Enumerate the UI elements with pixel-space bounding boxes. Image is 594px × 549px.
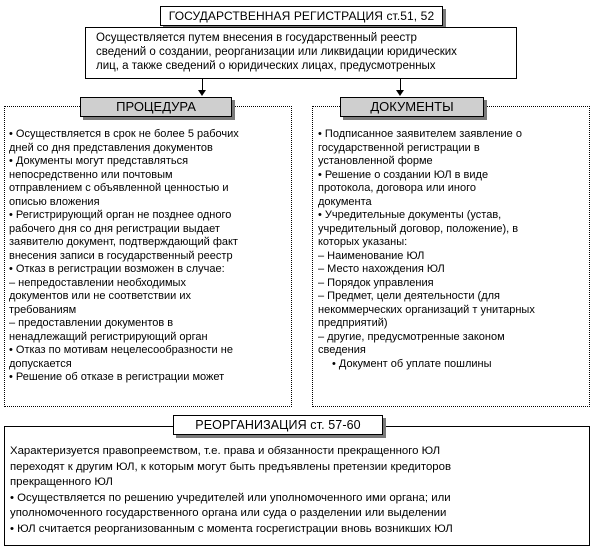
procedure-line: • Осуществляется в срок не более 5 рабочих xyxy=(9,128,239,140)
procedure-line: требованиям xyxy=(9,303,77,316)
documents-line: установленной форме xyxy=(318,155,433,167)
procedure-line: • Документы могут представляться xyxy=(9,155,189,167)
procedure-line: дней со дня представления документов xyxy=(9,141,213,154)
reorganization-title xyxy=(173,415,383,435)
procedure-line: описью вложения xyxy=(9,195,100,208)
procedure-title-text: ПРОЦЕДУРА xyxy=(116,99,196,114)
procedure-title xyxy=(80,97,232,117)
reorganization-line: • Осуществляется по решению учредителей или уполномоченного ими органа; или xyxy=(10,491,451,504)
documents-line: – Наименование ЮЛ xyxy=(318,249,425,262)
procedure-line: документов или не соответствии их xyxy=(9,290,191,302)
description-line: лиц, а также сведений о юридических лицах, предусмотренных xyxy=(96,60,436,72)
documents-title xyxy=(340,97,484,117)
procedure-line: рабочего дня со дня регистрации выдает xyxy=(9,222,220,235)
procedure-line: отправлением с объявленной ценностью и xyxy=(9,182,229,194)
documents-line: • Документ об уплате пошлины xyxy=(332,357,492,370)
documents-line: – Место нахождения ЮЛ xyxy=(318,263,445,275)
reorganization-line: Характеризуется правопреемством, т.е. права и обязанности прекращенного ЮЛ xyxy=(10,445,441,457)
procedure-line: допускается xyxy=(9,357,72,370)
documents-line: – Предмет, цели деятельности (для xyxy=(318,290,500,302)
documents-line: – Порядок управления xyxy=(318,276,434,289)
documents-line: протокола, договора или иного xyxy=(318,182,476,194)
documents-line: некоммерческих организаций т унитарных xyxy=(318,303,535,316)
reorganization-line: уполномоченного государственного органа или суда о разделении или выделении xyxy=(10,507,447,519)
arrow-left xyxy=(198,90,206,96)
procedure-content xyxy=(9,128,290,404)
procedure-line: – предоставлении документов в xyxy=(9,317,174,329)
documents-title-text: ДОКУМЕНТЫ xyxy=(370,99,454,114)
description-line: сведений о создании, реорганизации или ликвидации юридических xyxy=(96,46,457,58)
documents-line: • Решение о создании ЮЛ в виде xyxy=(318,168,489,181)
procedure-line: • Отказ по мотивам нецелесообразности не xyxy=(9,344,233,356)
procedure-line: непосредственно или почтовым xyxy=(9,168,173,181)
documents-line: государственной регистрации в xyxy=(318,141,480,154)
reorganization-content xyxy=(10,444,588,544)
procedure-line: • Отказ в регистрации возможен в случае: xyxy=(9,263,225,275)
documents-line: • Подписанное заявителем заявление о xyxy=(318,128,522,140)
procedure-line: заявителю документ, подтверждающий факт xyxy=(9,236,238,248)
documents-line: – другие, предусмотренные законом xyxy=(318,330,505,343)
procedure-line: внесения записи в государственный реестр xyxy=(9,249,233,262)
state-registration-title xyxy=(160,6,443,26)
documents-line: документа xyxy=(318,195,372,208)
procedure-line: ненадлежащий регистрирующий орган xyxy=(9,330,208,343)
description-line: Осуществляется путем внесения в государственный реестр xyxy=(96,32,417,44)
documents-content xyxy=(318,128,586,404)
state-registration-description xyxy=(85,27,517,79)
documents-line: которых указаны: xyxy=(318,236,408,248)
state-registration-title-text: ГОСУДАРСТВЕННАЯ РЕГИСТРАЦИЯ ст.51, 52 xyxy=(168,9,435,23)
reorganization-title-text: РЕОРГАНИЗАЦИЯ ст. 57-60 xyxy=(195,418,361,432)
arrow-right xyxy=(396,90,404,96)
reorganization-line: прекращенного ЮЛ xyxy=(10,476,113,488)
procedure-line: – непредоставлении необходимых xyxy=(9,276,186,289)
documents-line: предприятий) xyxy=(318,317,388,329)
reorganization-line: • ЮЛ считается реорганизованным с момента госрегистрации вновь возникших ЮЛ xyxy=(10,522,453,535)
reorganization-line: переходят к другим ЮЛ, к которым могут быть предъявлены претензии кредиторов xyxy=(10,460,452,473)
documents-line: сведения xyxy=(318,344,366,356)
procedure-line: • Решение об отказе в регистрации может xyxy=(9,371,225,383)
procedure-line: • Регистрирующий орган не позднее одного xyxy=(9,209,232,221)
documents-line: учредительный договор, положение), в xyxy=(318,222,519,235)
documents-line: • Учредительные документы (устав, xyxy=(318,209,502,221)
